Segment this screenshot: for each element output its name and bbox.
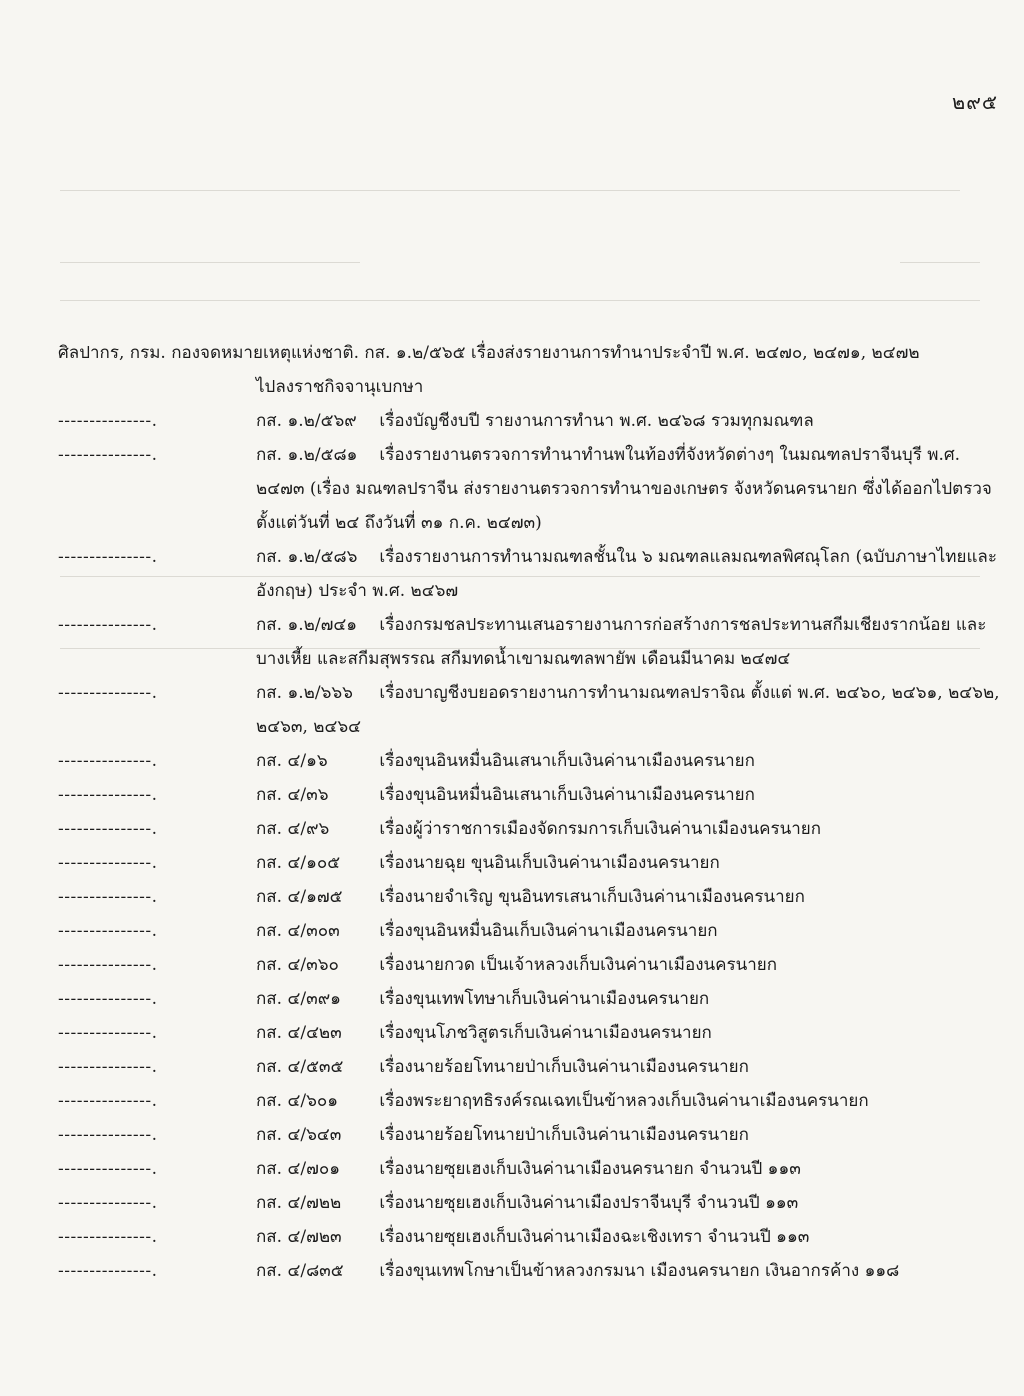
bibliography-entry [58,404,1008,438]
bibliography-entry [58,540,1008,608]
bibliography-entry [58,914,1008,948]
author-dash: ---------------. [58,819,158,839]
author-dash: ---------------. [58,1091,158,1111]
author-dash: ---------------. [58,921,158,941]
bibliography-entry-main [58,336,1008,404]
entry-title: เรื่องบาญชีงบยอดรายงานการทำนามณฑลปราจิณ ตั้งแต่ พ.ศ. ๒๔๖๐, ๒๔๖๑, ๒๔๖๒, ๒๔๖๓, ๒๔๖๔ [256,683,1000,737]
show-through-line [60,262,360,263]
entry-title: เรื่องนายจำเริญ ขุนอินทรเสนาเก็บเงินค่านาเมืองนครนายก [379,887,805,907]
entry-title: เรื่องบัญชีงบปี รายงานการทำนา พ.ศ. ๒๔๖๘ รวมทุกมณฑล [379,411,814,431]
entry-title: เรื่องขุนโภชวิสูตรเก็บเงินค่านาเมืองนครนายก [379,1023,712,1043]
author-dash: ---------------. [58,445,158,465]
author-dash: ---------------. [58,411,158,431]
entry-title: เรื่องขุนเทพโกษาเป็นข้าหลวงกรมนา เมืองนครนายก เงินอากรค้าง ๑๑๘ [379,1261,900,1281]
entry-title: เรื่องขุนอินหมื่นอินเสนาเก็บเงินค่านาเมืองนครนายก [379,785,755,805]
bibliography-entry [58,1220,1008,1254]
bibliography-entry [58,1016,1008,1050]
entry-code: กส. ๔/๕๓๕ [256,1057,344,1077]
entry-code: กส. ๑.๒/๕๖๙ [256,411,357,431]
entry-text: ศิลปากร, กรม. กองจดหมายเหตุแห่งชาติ. กส. ๑.๒/๕๖๕ เรื่องส่งรายงานการทำนาประจำปี พ.ศ. ๒๔๗๐, ๒๔๗๑, ๒๔๗๒ [58,343,920,363]
author-dash: ---------------. [58,615,158,635]
entry-code: กส. ๔/๑๖ [256,751,328,771]
entry-title: เรื่องกรมชลประทานเสนอรายงานการก่อสร้างการชลประทานสกีมเชียงรากน้อย และบางเหี้ย และสกีมสุพรรณ สกีมทดน้ำเขามณฑลพายัพ เดือนมีนาคม ๒๔๗๔ [256,615,987,669]
bibliography-entry [58,778,1008,812]
entry-code: กส. ๔/๑๐๕ [256,853,341,873]
show-through-line [60,190,960,191]
show-through-line [900,262,980,263]
entry-code: กส. ๔/๓๖ [256,785,329,805]
author-dash: ---------------. [58,1193,158,1213]
entry-title: เรื่องนายซุยเฮงเก็บเงินค่านาเมืองนครนายก จำนวนปี ๑๑๓ [379,1159,801,1179]
entry-title: เรื่องรายงานการทำนามณฑลชั้นใน ๖ มณฑลแลมณฑลพิศณุโลก (ฉบับภาษาไทยและอังกฤษ) ประจำ พ.ศ. ๒๔๖๗ [256,547,997,601]
bibliography-entry [58,1118,1008,1152]
entry-code: กส. ๔/๖๔๓ [256,1125,342,1145]
entry-title: เรื่องนายซุยเฮงเก็บเงินค่านาเมืองฉะเชิงเทรา จำนวนปี ๑๑๓ [379,1227,810,1247]
entry-title: เรื่องขุนอินหมื่นอินเก็บเงินค่านาเมืองนครนายก [379,921,718,941]
author-dash: ---------------. [58,1261,158,1281]
author-dash: ---------------. [58,751,158,771]
bibliography-entry [58,880,1008,914]
entry-title: เรื่องนายร้อยโทนายป่าเก็บเงินค่านาเมืองนครนายก [379,1057,749,1077]
bibliography-entry [58,1050,1008,1084]
bibliography-entry [58,438,1008,540]
entry-code: กส. ๑.๒/๗๔๑ [256,615,358,635]
entry-title: เรื่องรายงานตรวจการทำนาทำนพในท้องที่จังหวัดต่างๆ ในมณฑลปราจีนบุรี พ.ศ. ๒๔๗๓ (เรื่อง มณฑลปราจีน ส่งรายงานตรวจการทำนาของเกษตร จังหวัดนครนายก ซึ่งได้ออกไปตรวจ ตั้งแต่วันที่ ๒๔ ถึงวันที่ ๓๑ ก.ค. ๒๔๗๓) [256,445,992,533]
author-dash: ---------------. [58,785,158,805]
entry-code: กส. ๑.๒/๖๖๖ [256,683,353,703]
bibliography-entry [58,744,1008,778]
entry-title: เรื่องขุนอินหมื่นอินเสนาเก็บเงินค่านาเมืองนครนายก [379,751,755,771]
bibliography-list [58,336,1008,1288]
bibliography-entry [58,846,1008,880]
bibliography-entry [58,1186,1008,1220]
author-dash: ---------------. [58,1159,158,1179]
author-dash: ---------------. [58,1057,158,1077]
author-dash: ---------------. [58,1227,158,1247]
entry-code: กส. ๔/๗๒๓ [256,1227,342,1247]
entry-title: เรื่องผู้ว่าราชการเมืองจัดกรมการเก็บเงินค่านาเมืองนครนายก [379,819,822,839]
entry-title: เรื่องนายซุยเฮงเก็บเงินค่านาเมืองปราจีนบุรี จำนวนปี ๑๑๓ [379,1193,799,1213]
bibliography-entry [58,608,1008,676]
author-dash: ---------------. [58,1125,158,1145]
entry-code: กส. ๔/๔๒๓ [256,1023,342,1043]
entry-code: กส. ๔/๘๓๕ [256,1261,344,1281]
entry-code: กส. ๔/๗๒๒ [256,1193,342,1213]
bibliography-entry [58,1254,1008,1288]
entry-code: กส. ๔/๖๐๑ [256,1091,339,1111]
author-dash: ---------------. [58,547,158,567]
bibliography-entry [58,1152,1008,1186]
bibliography-entry [58,1084,1008,1118]
entry-continuation: ไปลงราชกิจจานุเบกษา [256,377,424,397]
page-number: ๒๙๕ [952,90,998,114]
bibliography-entry [58,982,1008,1016]
author-dash: ---------------. [58,887,158,907]
entry-code: กส. ๔/๗๐๑ [256,1159,341,1179]
author-dash: ---------------. [58,853,158,873]
entry-code: กส. ๔/๓๙๑ [256,989,341,1009]
entry-code: กส. ๔/๓๖๐ [256,955,339,975]
entry-title: เรื่องนายฉุย ขุนอินเก็บเงินค่านาเมืองนครนายก [379,853,720,873]
author-dash: ---------------. [58,683,158,703]
bibliography-entry [58,676,1008,744]
show-through-line [60,300,980,301]
entry-code: กส. ๔/๓๐๓ [256,921,340,941]
author-dash: ---------------. [58,955,158,975]
entry-code: กส. ๔/๑๗๕ [256,887,343,907]
entry-code: กส. ๔/๙๖ [256,819,330,839]
author-dash: ---------------. [58,989,158,1009]
bibliography-entry [58,948,1008,982]
entry-title: เรื่องขุนเทพโทษาเก็บเงินค่านาเมืองนครนายก [379,989,710,1009]
entry-title: เรื่องพระยาฤทธิรงค์รณเฉทเป็นข้าหลวงเก็บเงินค่านาเมืองนครนายก [379,1091,869,1111]
entry-title: เรื่องนายร้อยโทนายป่าเก็บเงินค่านาเมืองนครนายก [379,1125,749,1145]
bibliography-entry [58,812,1008,846]
entry-title: เรื่องนายกวด เป็นเจ้าหลวงเก็บเงินค่านาเมืองนครนายก [379,955,778,975]
entry-code: กส. ๑.๒/๕๘๖ [256,547,358,567]
entry-code: กส. ๑.๒/๕๘๑ [256,445,358,465]
author-dash: ---------------. [58,1023,158,1043]
